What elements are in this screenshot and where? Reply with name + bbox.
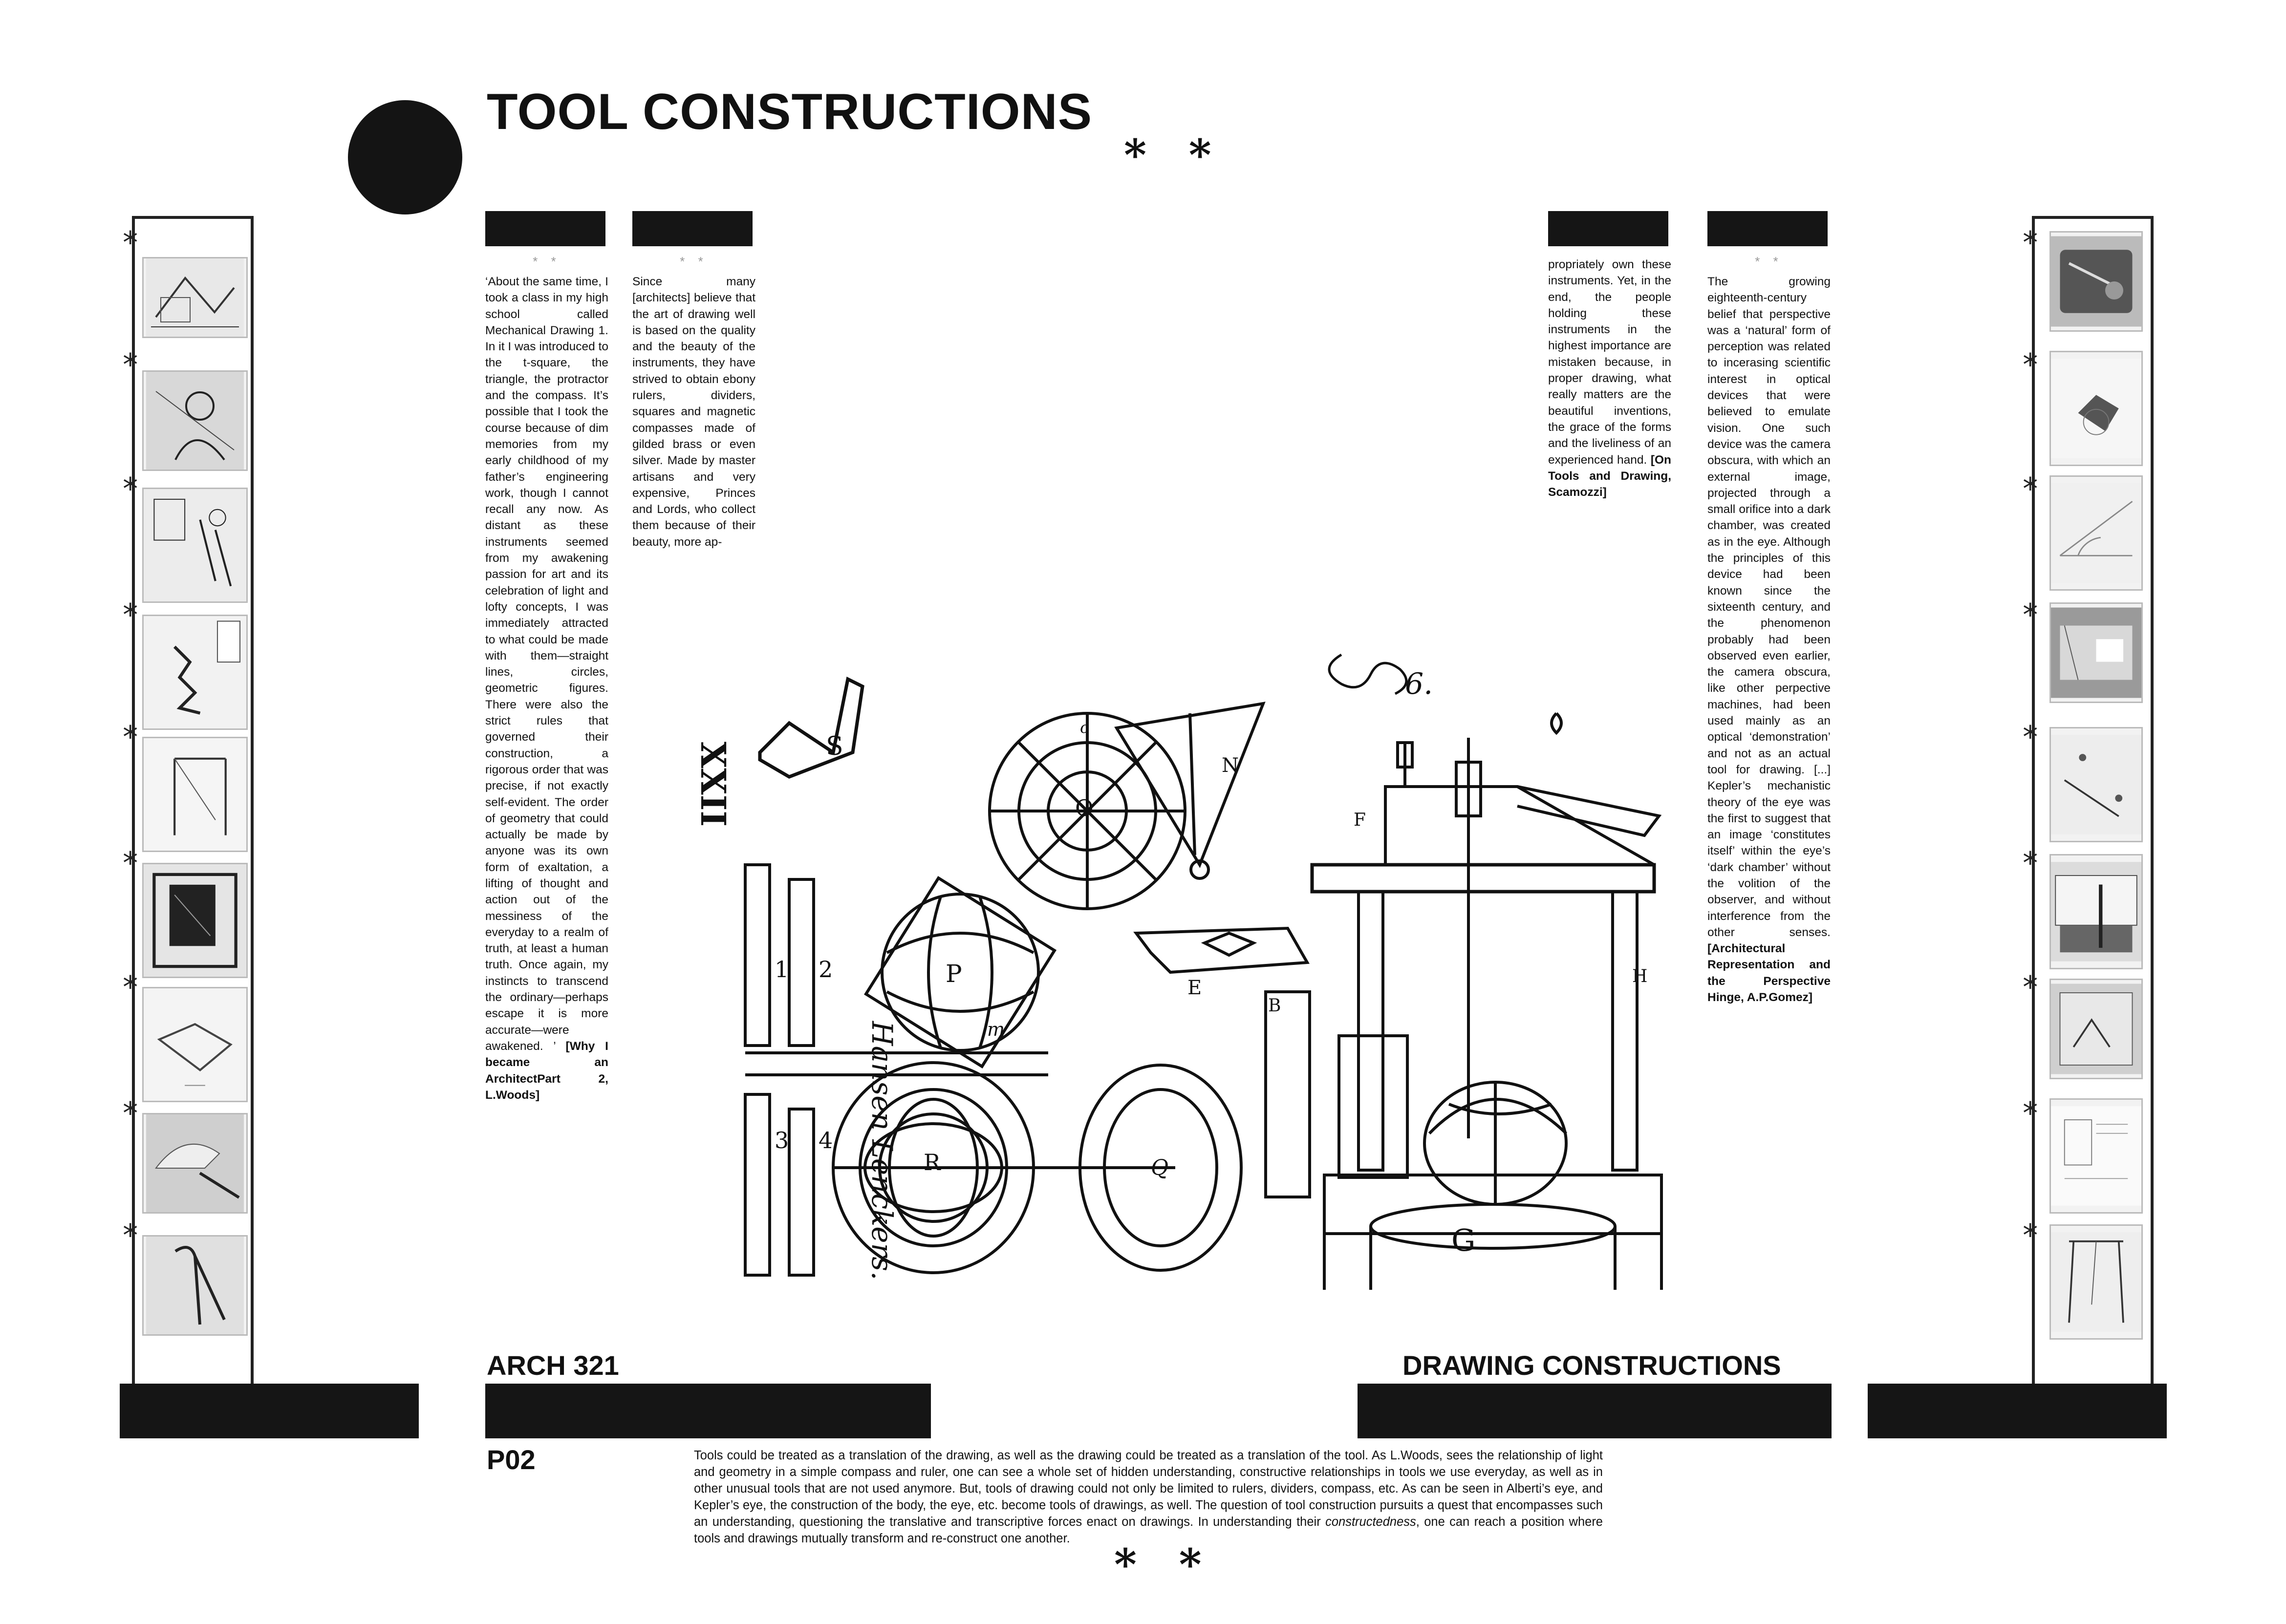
thumb-marker: * — [2021, 845, 2040, 881]
column-bar-2 — [632, 211, 753, 246]
column-3-text: propriately own these instruments. Yet, in the end, the people holding these instruments in the highest importance are mistaken because, in proper drawing, what really matters are the beautiful inventions, the grace of the forms and the liveliness of an experienced hand. — [1548, 258, 1671, 467]
svg-text:S: S — [826, 732, 843, 761]
column-1-reference: [Why I became an ArchitectPart 2, L.Woods] — [485, 1039, 608, 1102]
thumb-right-2[interactable] — [2049, 351, 2143, 466]
svg-text:O: O — [1075, 795, 1094, 821]
text-column-3 — [1548, 256, 1671, 500]
svg-text:Q: Q — [1151, 1155, 1169, 1180]
column-2-stars: * * — [680, 254, 708, 269]
text-column-4 — [1707, 254, 1831, 1005]
thumb-marker: * — [2021, 471, 2040, 507]
thumb-marker: * — [2021, 1218, 2040, 1253]
thumb-marker: * — [121, 1095, 140, 1131]
svg-text:H: H — [1632, 966, 1648, 986]
footer-bar-2 — [485, 1384, 931, 1438]
svg-text:R: R — [924, 1149, 941, 1175]
column-4-stars: * * — [1755, 254, 1783, 269]
thumb-marker: * — [2021, 225, 2040, 260]
summary-text-part-2: , one can reach a position where tools and drawings mutually transform and re-construct one another. — [694, 1515, 1603, 1545]
plate-signature: Hansen Lenckers. — [865, 1021, 899, 1281]
footer-bar-1 — [120, 1384, 419, 1438]
thumb-marker: * — [2021, 969, 2040, 1005]
title-stars: * * — [1124, 129, 1225, 180]
thumb-right-7[interactable] — [2049, 979, 2143, 1079]
thumb-left-1[interactable] — [142, 257, 248, 338]
left-thumbnail-strip — [121, 216, 254, 1389]
thumb-right-9[interactable] — [2049, 1224, 2143, 1340]
svg-text:2: 2 — [819, 956, 833, 983]
plate-page-mark: 6. — [1405, 667, 1433, 701]
thumb-left-5[interactable] — [142, 737, 248, 852]
footer-stars: * * — [1114, 1539, 1215, 1590]
svg-text:B: B — [1268, 996, 1281, 1016]
title-circle — [348, 100, 462, 214]
column-1-stars: * * — [533, 254, 561, 269]
course-label: ARCH 321 — [487, 1350, 619, 1381]
thumb-marker: * — [2021, 347, 2040, 383]
column-3-reference: [On Tools and Drawing, Scamozzi] — [1548, 453, 1671, 499]
thumb-marker: * — [2021, 1095, 2040, 1131]
svg-text:P: P — [946, 960, 962, 988]
text-column-2 — [632, 254, 755, 550]
svg-text:3: 3 — [775, 1127, 789, 1154]
column-1-text: ‘About the same time, I took a class in my high school called Mechanical Drawing 1. In it I was introduced to the t-square, the triangle, the protractor and the compass. It’s possible that I took the course because of dim memories from my early childhood of my father’s engineering work, though I cannot recall any now. As distant as these instruments seemed from my awakening passion for art and its celebration of light and lofty concepts, I was immediately attracted to what could be made with them—straight lines, circles, geometric figures. There were also the strict rules that governed their construction, a rigorous order that was precise, if not exactly self-evident. The order of geometry that could actually be made by anyone was its own form of exaltation, a lifting of thought and action out of the messiness of the everyday to a realm of truth, at least a human truth. Once again, my instincts to transcend the ordinary—perhaps escape it is more accurate—were awakened. ’ — [485, 275, 608, 1053]
summary-text-emphasis: constructedness — [1325, 1515, 1416, 1529]
text-column-1 — [485, 254, 608, 1103]
footer-bar-4 — [1868, 1384, 2167, 1438]
thumb-marker: * — [2021, 719, 2040, 755]
thumb-marker: * — [121, 719, 140, 755]
engraving-plate — [687, 640, 1683, 1290]
column-4-text: The growing eighteenth-century belief that perspective was a ‘natural’ form of perception was related to incerasing scientific interest in optical devices that were believed to emulate vision. One such device was the camera obscura, with which an external image, projected through a small orifice into a dark chamber, was created as in the eye. Although the principles of this device had been known since the sixteenth century, and the phenomenon probably had been observed even earlier, the camera obscura, like other perpective machines, had been used mainly as an optical ‘demonstration’ and not as an actual tool for drawing. [...] Kepler’s mechanistic theory of the eye was the first to suggest that an image ‘constitutes itself’ within the eye’s ‘dark chamber’ without the volition of the observer, and without interference from the other senses. — [1707, 275, 1831, 939]
column-bar-1 — [485, 211, 605, 246]
svg-text:F: F — [1354, 810, 1366, 830]
thumb-right-4[interactable] — [2049, 602, 2143, 703]
column-4-reference: [Architectural Representation and the Perspective Hinge, A.P.Gomez] — [1707, 942, 1831, 1004]
column-2-text: Since many [architects] believe that the art of drawing well is based on the quality and the beauty of the instruments, they have strived to obtain ebony rulers, dividers, squares and magnetic compasses made of gilded brass or even silver. Made by master artisans and very expensive, Princes and Lords, who collect them because of their beauty, more ap- — [632, 275, 755, 549]
plate-numeral: XXII — [693, 742, 733, 827]
thumb-right-5[interactable] — [2049, 727, 2143, 842]
footer-bar-3 — [1358, 1384, 1832, 1438]
right-thumbnail-strip — [2021, 216, 2154, 1389]
column-bar-3 — [1548, 211, 1668, 246]
summary-paragraph — [694, 1447, 1603, 1547]
thumb-marker: * — [121, 1218, 140, 1253]
thumb-left-4[interactable] — [142, 615, 248, 730]
thumb-marker: * — [121, 969, 140, 1005]
thumb-marker: * — [121, 845, 140, 881]
page-title: TOOL CONSTRUCTIONS — [487, 84, 1093, 140]
thumb-right-6[interactable] — [2049, 854, 2143, 969]
svg-text:G: G — [1451, 1222, 1476, 1258]
thumb-left-8[interactable] — [142, 1113, 248, 1214]
thumb-right-3[interactable] — [2049, 475, 2143, 591]
svg-text:1: 1 — [775, 956, 789, 983]
column-bar-4 — [1707, 211, 1828, 246]
page-number: P02 — [487, 1444, 536, 1475]
thumb-left-7[interactable] — [142, 987, 248, 1102]
section-label: DRAWING CONSTRUCTIONS — [1402, 1350, 1781, 1381]
thumb-marker: * — [121, 225, 140, 260]
thumb-marker: * — [121, 347, 140, 383]
thumb-right-1[interactable] — [2049, 231, 2143, 332]
svg-text:E: E — [1187, 977, 1202, 999]
thumb-left-6[interactable] — [142, 863, 248, 978]
svg-text:N: N — [1222, 754, 1239, 777]
thumb-marker: * — [121, 471, 140, 507]
thumb-left-2[interactable] — [142, 370, 248, 471]
thumb-marker: * — [2021, 597, 2040, 633]
thumb-right-8[interactable] — [2049, 1098, 2143, 1214]
summary-text-part-1: Tools could be treated as a translation of the drawing, as well as the drawing could be treated as a translation of the tool. As L.Woods, sees the relationship of light and geometry in a simple compass and ruler, one can see a whole set of hidden understanding, constructive relationships in tools we use everyday, as well as in other unusual tools that are not used anymore. But, tools of drawing could not only be limited to rulers, dividers, compass, etc. As can be seen in Alberti’s eye, and Kepler’s eye, the construction of the body, the eye, etc. become tools of drawings, as well. The question of tool construction pursuits a quest that encompasses such an understanding, questioning the translative and transcriptive forces enact on drawings. In understanding their — [694, 1449, 1603, 1529]
svg-text:c: c — [1080, 718, 1089, 737]
svg-text:m: m — [987, 1019, 1005, 1040]
thumb-left-3[interactable] — [142, 488, 248, 603]
svg-text:4: 4 — [819, 1127, 833, 1154]
thumb-left-9[interactable] — [142, 1235, 248, 1336]
thumb-marker: * — [121, 597, 140, 633]
